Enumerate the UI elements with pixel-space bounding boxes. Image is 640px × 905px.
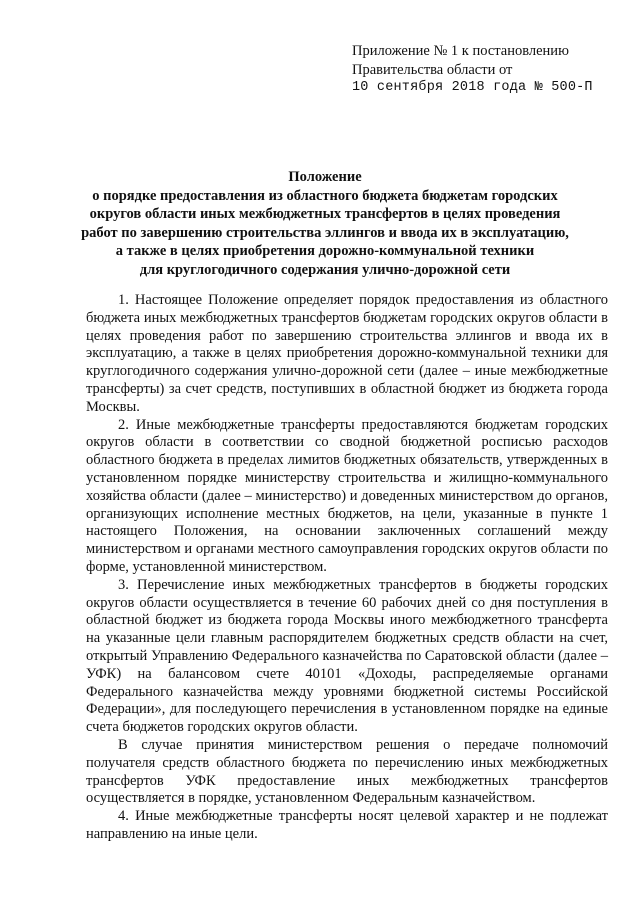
title-line-2: о порядке предоставления из областного бюджета бюджетам городских [92, 187, 558, 204]
document-body [86, 292, 608, 844]
title-line-1: Положение [288, 169, 362, 185]
attachment-line-3-date-number: 10 сентября 2018 года № 500-П [352, 80, 593, 95]
paragraph-4: 4. Иные межбюджетные трансферты носят целевой характер и не подлежат направлению на иные цели. [86, 808, 608, 842]
paragraph-2: 2. Иные межбюджетные трансферты предоставляются бюджетам городских округов области в соответствии со сводной бюджетной росписью расходов областного бюджета в пределах лимитов бюджетных обязательств, утвержденных в установленном порядке министерству строительства и жилищно-коммунального хозяйства области (далее – министерство) и доведенных министерством до органов, организующих исполнение местных бюджетов, на цели, указанные в пункте 1 настоящего Положения, на основании заключенных соглашений между министерством и органами местного самоуправления городских округов области по форме, установленной министерством. [86, 416, 608, 575]
document-title [60, 168, 590, 279]
attachment-header [352, 42, 622, 98]
title-line-3: округов области иных межбюджетных трансфертов в целях проведения [89, 206, 561, 222]
paragraph-1: 1. Настоящее Положение определяет порядок предоставления из областного бюджета иных межбюджетных трансфертов бюджетам городских округов области в целях проведения работ по завершению строительства эллингов и ввода их в эксплуатацию, а также в целях приобретения дорожно-коммунальной техники для круглогодичного содержания улично-дорожной сети (далее – иные межбюджетные трансферты) за счет средств, поступивших в областной бюджет из бюджета города Москвы. [86, 292, 608, 415]
paragraph-3: 3. Перечисление иных межбюджетных трансфертов в бюджеты городских округов области осуществляется в течение 60 рабочих дней со дня поступления в областной бюджет из бюджета города Москвы иного межбюджетного трансферта на указанные цели главным распорядителем бюджетных средств области на счет, открытый Управлению Федерального казначейства по Саратовской области (далее – УФК) на балансовом счете 40101 «Доходы, распределяемые органами Федерального казначейства между уровнями бюджетной системы Российской Федерации», для последующего перечисления в установленном порядке на единые счета бюджетов городских округов области. [86, 576, 608, 736]
attachment-line-2: Правительства области от [352, 61, 513, 78]
title-line-4: работ по завершению строительства эллингов и ввода их в эксплуатацию, [81, 224, 569, 241]
title-line-6: для круглогодичного содержания улично-дорожной сети [139, 261, 511, 278]
title-line-5: а также в целях приобретения дорожно-коммунальной техники [115, 243, 535, 259]
attachment-line-1: Приложение № 1 к постановлению [352, 43, 569, 59]
paragraph-3-continuation: В случае принятия министерством решения о передаче полномочий получателя средств областного бюджета по перечислению иных межбюджетных трансфертов УФК предоставление иных межбюджетных трансфертов осуществляется в порядке, установленном Федеральным казначейством. [86, 736, 608, 807]
